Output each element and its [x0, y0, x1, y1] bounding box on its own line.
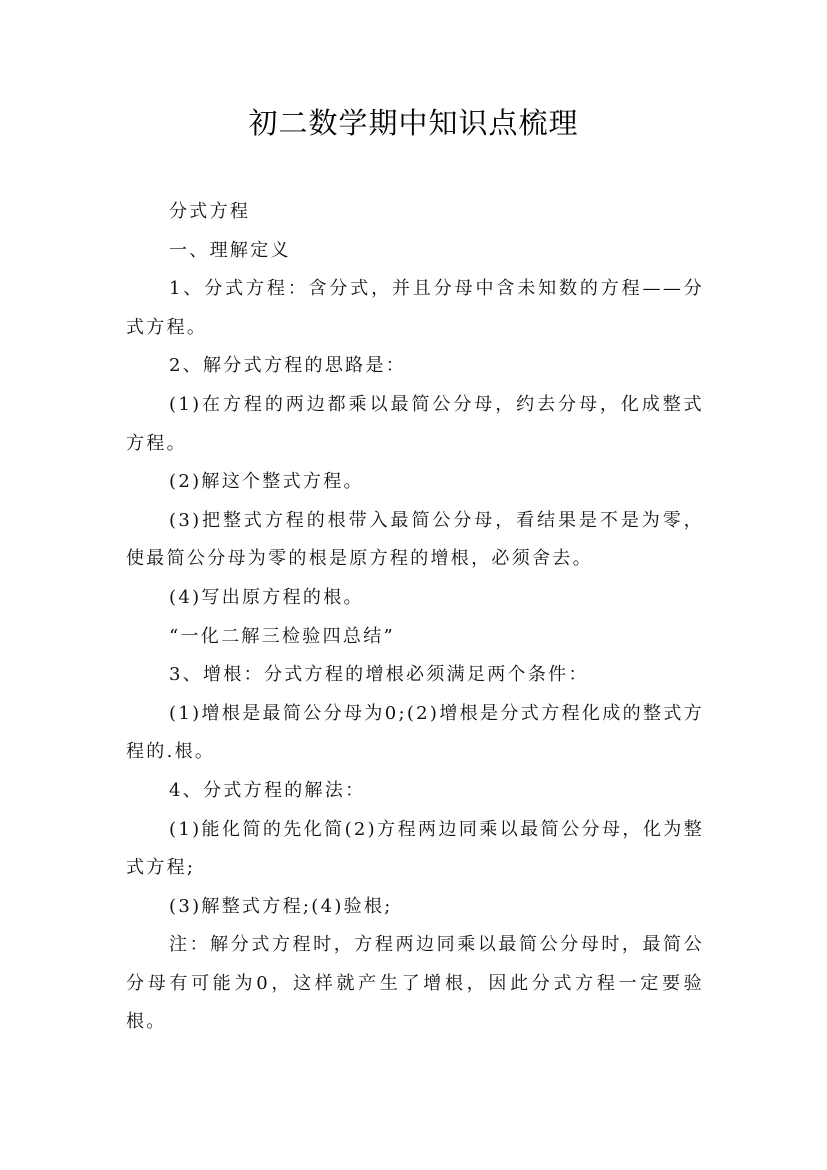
- paragraph: 注：解分式方程时，方程两边同乘以最简公分母时，最简公分母有可能为0，这样就产生了增根，因此分式方程一定要验根。: [126, 934, 704, 1033]
- paragraph: (1)能化简的先化简(2)方程两边同乘以最简公分母，化为整式方程;: [126, 818, 704, 879]
- section-heading: 分式方程: [169, 201, 251, 222]
- paragraph: (3)解整式方程;(4)验根;: [169, 895, 393, 917]
- document-body: [126, 193, 704, 1042]
- paragraph: 1、分式方程：含分式，并且分母中含未知数的方程——分式方程。: [126, 278, 704, 338]
- paragraph: (4)写出原方程的根。: [169, 586, 364, 608]
- paragraph: 2、解分式方程的思路是：: [169, 355, 407, 377]
- subsection-heading: 一、理解定义: [169, 239, 291, 261]
- paragraph: “一化二解三检验四总结”: [169, 625, 396, 647]
- paragraph: 3、增根：分式方程的增根必须满足两个条件：: [169, 664, 589, 686]
- paragraph: (1)增根是最简公分母为0;(2)增根是分式方程化成的整式方程的.根。: [126, 702, 704, 763]
- paragraph: (3)把整式方程的根带入最简公分母，看结果是不是为零，使最简公分母为零的根是原方程的增根，必须舍去。: [126, 509, 704, 570]
- paragraph: (1)在方程的两边都乘以最简公分母，约去分母，化成整式方程。: [126, 393, 704, 454]
- document-title: 初二数学期中知识点梳理: [248, 106, 579, 140]
- paragraph: (2)解这个整式方程。: [169, 471, 364, 493]
- paragraph: 4、分式方程的解法：: [169, 779, 366, 801]
